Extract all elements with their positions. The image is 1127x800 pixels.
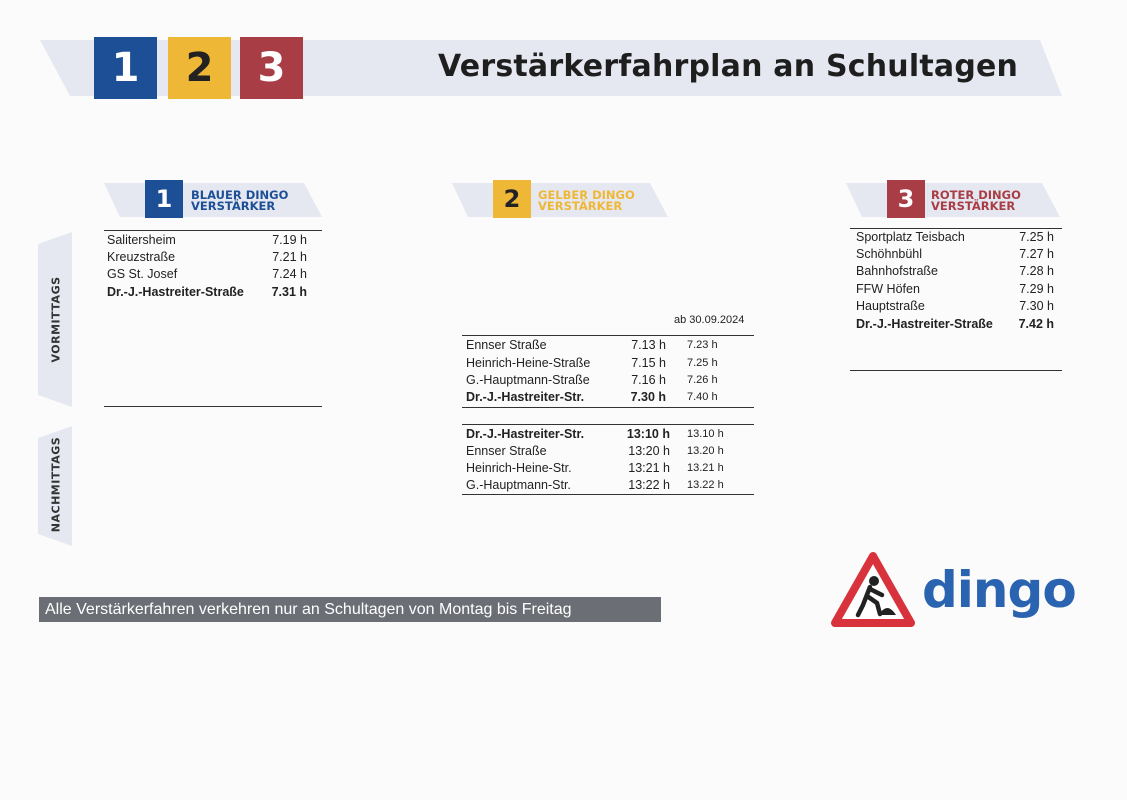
stop-time: 13:22 h	[628, 478, 670, 492]
stop-time: 13:20 h	[628, 444, 670, 458]
route2-morning-stop	[466, 355, 666, 372]
route2-morning-new-time: 7.26 h	[687, 374, 718, 386]
route2-afternoon-new-time: 13.21 h	[687, 462, 724, 474]
road-works-sign-icon	[830, 551, 916, 629]
badge-1: 1	[94, 37, 157, 99]
stop-time: 13:10 h	[626, 427, 670, 441]
stop-time: 7.21 h	[272, 250, 307, 264]
route2-afternoon-stop	[466, 477, 670, 494]
route3-stop	[856, 281, 1054, 298]
route2-morning-stop	[466, 337, 666, 354]
route3-bottom-rule	[850, 370, 1062, 371]
route2-morning-new-time: 7.40 h	[687, 391, 718, 403]
route1-label-line2: VERSTÄRKER	[191, 199, 276, 213]
route1-bottom-rule	[104, 406, 322, 407]
route2-afternoon-stop	[466, 460, 670, 477]
route1-stop	[107, 266, 307, 283]
stop-name: Kreuzstraße	[107, 250, 176, 264]
stop-time: 7.30 h	[630, 390, 666, 404]
stop-time: 7.24 h	[272, 267, 307, 281]
afternoon-label: NACHMITTAGS	[49, 436, 63, 533]
stop-time: 7.27 h	[1019, 247, 1054, 261]
route2-morning-new-time: 7.23 h	[687, 339, 718, 351]
stop-name: Ennser Straße	[466, 444, 547, 458]
route2-afternoon-rule	[462, 424, 754, 425]
stop-time: 7.31 h	[271, 285, 307, 299]
stop-name: GS St. Josef	[107, 267, 178, 281]
route3-stop	[856, 316, 1054, 333]
stop-name: Salitersheim	[107, 233, 176, 247]
stop-time: 7.19 h	[272, 233, 307, 247]
stop-time: 7.29 h	[1019, 282, 1054, 296]
stop-name: G.-Hauptmann-Straße	[466, 373, 590, 387]
route2-label-line2: VERSTÄRKER	[538, 199, 623, 213]
route1-badge: 1	[145, 180, 183, 218]
stop-name: Dr.-J.-Hastreiter-Straße	[856, 317, 993, 331]
route3-stop	[856, 246, 1054, 263]
stop-name: FFW Höfen	[856, 282, 920, 296]
stop-name: Heinrich-Heine-Straße	[466, 356, 591, 370]
route3-stop	[856, 229, 1054, 246]
stop-name: Sportplatz Teisbach	[856, 230, 965, 244]
route2-since-date: ab 30.09.2024	[674, 314, 745, 326]
route2-bottom-rule	[462, 494, 754, 495]
route3-stop	[856, 298, 1054, 315]
route1-stop	[107, 232, 307, 249]
stop-name: G.-Hauptmann-Str.	[466, 478, 571, 492]
route2-badge: 2	[493, 180, 531, 218]
stop-name: Dr.-J.-Hastreiter-Straße	[107, 285, 244, 299]
route1-top-rule	[104, 230, 322, 231]
route2-morning-stop	[466, 372, 666, 389]
page-title: Verstärkerfahrplan an Schultagen	[438, 49, 1019, 84]
route2-afternoon-new-time: 13.20 h	[687, 445, 724, 457]
route2-mid-rule	[462, 407, 754, 408]
route1-stop	[107, 284, 307, 301]
route3-label-line1: ROTER DINGO	[931, 188, 1021, 202]
route3-label-line2: VERSTÄRKER	[931, 199, 1016, 213]
route3-stop	[856, 263, 1054, 280]
stop-name: Hauptstraße	[856, 299, 925, 313]
stop-name: Bahnhofstraße	[856, 264, 938, 278]
morning-label: VORMITTAGS	[49, 276, 63, 363]
stop-name: Schöhnbühl	[856, 247, 923, 261]
stop-time: 7.25 h	[1019, 230, 1054, 244]
route2-morning-new-time: 7.25 h	[687, 357, 718, 369]
stop-time: 7.15 h	[631, 356, 666, 370]
route2-afternoon-stop	[466, 426, 670, 443]
stop-name: Dr.-J.-Hastreiter-Str.	[466, 390, 585, 404]
route2-afternoon-new-time: 13.10 h	[687, 428, 724, 440]
route2-top-rule	[462, 335, 754, 336]
badge-3: 3	[240, 37, 303, 99]
route2-afternoon-new-time: 13.22 h	[687, 479, 724, 491]
stop-time: 7.13 h	[631, 338, 666, 352]
stop-time: 7.30 h	[1019, 299, 1054, 313]
stop-time: 13:21 h	[628, 461, 670, 475]
footer-note: Alle Verstärkerfahren verkehren nur an Schultagen von Montag bis Freitag	[39, 597, 661, 622]
route1-label-line1: BLAUER DINGO	[191, 188, 289, 202]
stop-name: Heinrich-Heine-Str.	[466, 461, 572, 475]
route1-stop	[107, 249, 307, 266]
dingo-logo-text: dingo	[922, 561, 1076, 619]
route2-afternoon-stop	[466, 443, 670, 460]
stop-time: 7.42 h	[1018, 317, 1054, 331]
route2-label-line1: GELBER DINGO	[538, 188, 635, 202]
route3-badge: 3	[887, 180, 925, 218]
badge-2: 2	[168, 37, 231, 99]
stop-time: 7.28 h	[1019, 264, 1054, 278]
route2-morning-stop	[466, 389, 666, 406]
stop-name: Dr.-J.-Hastreiter-Str.	[466, 427, 585, 441]
stop-name: Ennser Straße	[466, 338, 547, 352]
stop-time: 7.16 h	[631, 373, 666, 387]
